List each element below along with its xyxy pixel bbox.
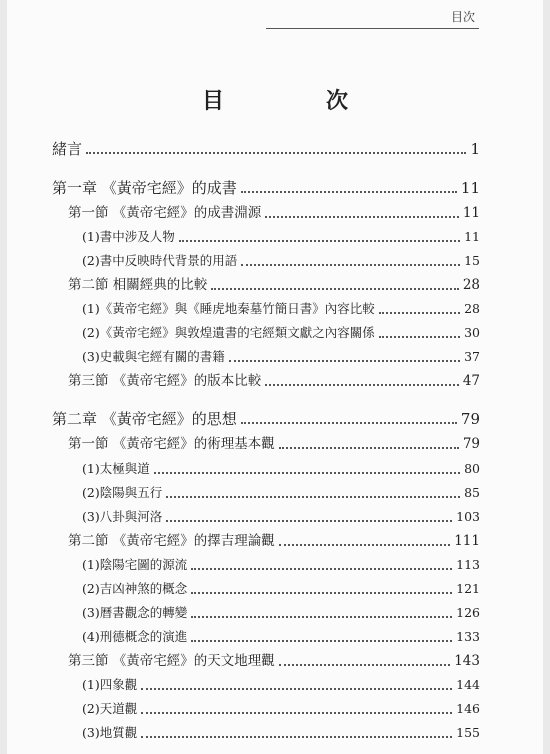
dot-leader: [86, 152, 466, 154]
toc-entry-page: 85: [464, 485, 480, 500]
dot-leader: [279, 664, 450, 666]
dot-leader: [191, 616, 452, 618]
toc-entry: [68, 433, 480, 455]
toc-entry-page: 11: [464, 229, 480, 244]
toc-entry-page: 79: [460, 410, 480, 428]
toc-entry-label: (3)曆書觀念的轉變: [82, 605, 188, 620]
toc-entry-label: 第二章 《黃帝宅經》的思想: [52, 410, 237, 428]
toc-entry-page: 146: [456, 701, 480, 716]
toc-entry: [68, 530, 480, 552]
dot-leader: [279, 544, 450, 546]
dot-leader: [379, 312, 460, 314]
toc-entry: [82, 346, 480, 368]
toc-entry-label: (2)陰陽與五行: [82, 485, 163, 500]
toc-entry: [82, 250, 480, 272]
toc-entry-page: 28: [462, 277, 480, 293]
dot-leader: [166, 496, 460, 498]
toc-entry-page: 1: [470, 140, 480, 158]
toc-entry-label: (3)八卦與河洛: [82, 509, 163, 524]
toc-entry: [82, 674, 480, 696]
toc-entry-page: 15: [464, 253, 480, 268]
toc-entry: [68, 370, 480, 392]
dot-leader: [154, 472, 460, 474]
toc-entry-label: (1)陰陽宅圖的源流: [82, 557, 188, 572]
toc-entry-page: 79: [462, 436, 480, 452]
toc-entry-label: (2)天道觀: [82, 701, 138, 716]
dot-leader: [241, 191, 457, 193]
toc-entry-label: 第一節 《黃帝宅經》的術理基本觀: [68, 436, 275, 452]
toc-entry-label: (2)《黃帝宅經》與敦煌遺書的宅經類文獻之內容關係: [82, 325, 375, 340]
dot-leader: [141, 712, 452, 714]
toc-entry: [82, 298, 480, 320]
toc-entry-label: 第一章 《黃帝宅經》的成書: [52, 179, 237, 197]
page-title: 目 次: [201, 88, 388, 114]
toc-entry: [68, 650, 480, 672]
toc-entry-page: 80: [464, 461, 480, 476]
dot-leader: [279, 447, 459, 449]
dot-leader: [229, 360, 460, 362]
toc-entry-label: (2)書中反映時代背景的用語: [82, 253, 238, 268]
toc-entry: [68, 202, 480, 224]
dot-leader: [141, 736, 452, 738]
dot-leader: [265, 384, 459, 386]
toc-entry-page: 30: [464, 325, 480, 340]
dot-leader: [265, 216, 459, 218]
toc-entry-page: 111: [454, 533, 480, 549]
toc-entry-page: 37: [464, 349, 480, 364]
dot-leader: [191, 568, 452, 570]
toc-entry-label: (4)刑德概念的演進: [82, 629, 188, 644]
toc-entry: [82, 506, 480, 528]
toc-entry: [82, 322, 480, 344]
toc-entry-label: 第一節 《黃帝宅經》的成書淵源: [68, 205, 262, 221]
toc-entry: [82, 626, 480, 648]
toc-entry: [82, 458, 480, 480]
toc-entry: [52, 138, 480, 160]
toc-entry-page: 11: [460, 179, 480, 197]
toc-entry-label: (3)地質觀: [82, 725, 138, 740]
dot-leader: [166, 520, 452, 522]
toc-entry-label: 第二節 相關經典的比較: [68, 277, 208, 293]
toc-entry: [82, 482, 480, 504]
toc-entry-label: 第三節 《黃帝宅經》的版本比較: [68, 373, 262, 389]
dot-leader: [241, 422, 457, 424]
toc-entry: [82, 226, 480, 248]
dot-leader: [179, 240, 460, 242]
toc-entry-label: (3)史載與宅經有關的書籍: [82, 349, 225, 364]
toc-entry: [82, 698, 480, 720]
dot-leader: [241, 264, 460, 266]
toc-entry: [52, 177, 480, 199]
toc-entry-label: (2)吉凶神煞的概念: [82, 581, 188, 596]
toc-entry-page: 47: [462, 373, 480, 389]
toc-entry-page: 144: [456, 677, 480, 692]
dot-leader: [141, 688, 452, 690]
dot-leader: [191, 640, 452, 642]
toc-entry-label: 第二節 《黃帝宅經》的擇吉理論觀: [68, 533, 275, 549]
toc-entry-page: 121: [456, 581, 480, 596]
toc-entry: [82, 554, 480, 576]
toc-entry-page: 126: [456, 605, 480, 620]
dot-leader: [191, 592, 452, 594]
toc-entry-label: (1)四象觀: [82, 677, 138, 692]
toc-entry-label: (1)書中涉及人物: [82, 229, 175, 244]
dot-leader: [379, 336, 460, 338]
running-head-text: 目次: [450, 10, 475, 24]
toc-entry: [82, 578, 480, 600]
dot-leader: [211, 288, 459, 290]
toc-entry: [68, 274, 480, 296]
toc-entry-page: 11: [462, 205, 480, 221]
toc-entry-page: 155: [456, 725, 480, 740]
toc-entry-label: 第三節 《黃帝宅經》的天文地理觀: [68, 653, 275, 669]
toc-entry: [82, 602, 480, 624]
toc-entry-page: 28: [464, 301, 480, 316]
toc-entry-page: 103: [456, 509, 480, 524]
toc-entry-label: (1)太極與道: [82, 461, 150, 476]
toc-entry: [52, 408, 480, 430]
toc-entry: [82, 722, 480, 744]
toc-entry-page: 133: [456, 629, 480, 644]
toc-entry-label: (1)《黃帝宅經》與《睡虎地秦墓竹簡日書》內容比較: [82, 301, 375, 316]
toc-entry-page: 143: [454, 653, 480, 669]
toc-entry-label: 緒言: [52, 140, 83, 158]
toc-entry-page: 113: [456, 557, 480, 572]
